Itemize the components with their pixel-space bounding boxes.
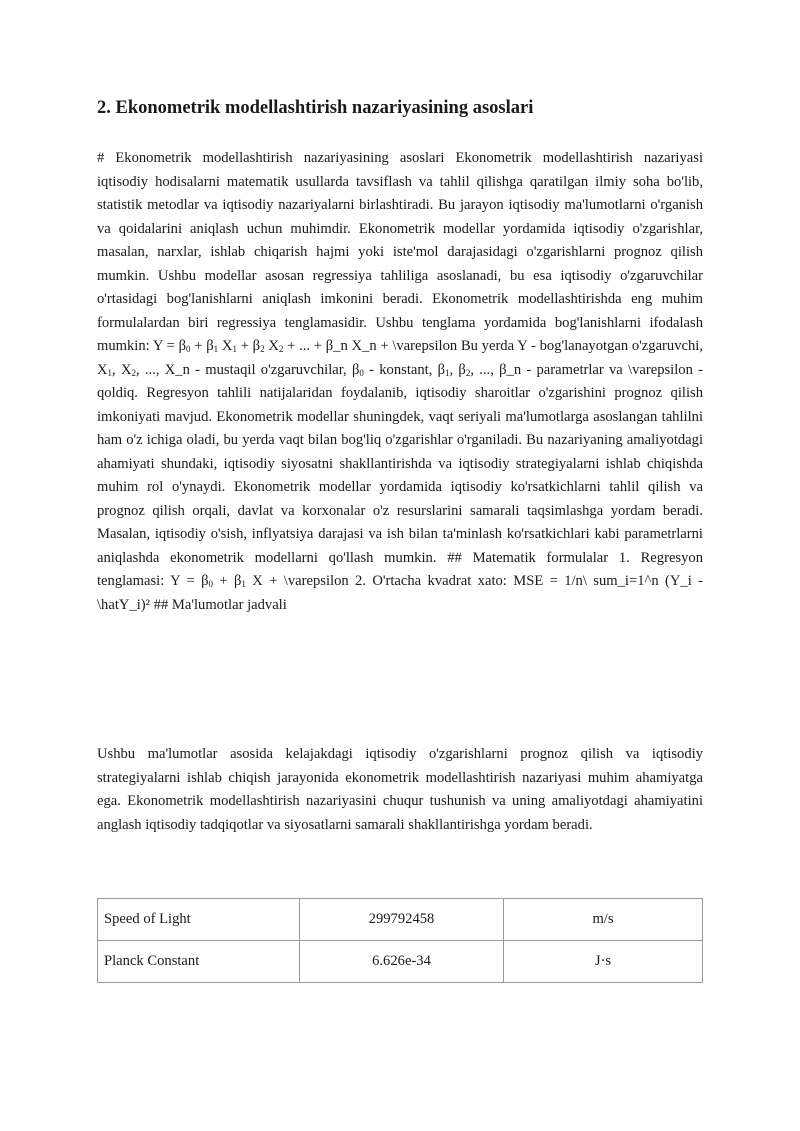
body-paragraph-conclusion: Ushbu ma'lumotlar asosida kelajakdagi iqtisodiy o'zgarishlarni prognoz qilish va iqtisodiy strategiyalarni ishlab chiqish jarayonida ekonometrik modellashtirish nazariyasi muhim ahamiyatga ega. Ekonometrik modellashtirish nazariyasini chuqur tushunish va uning amaliyotdagi ahamiyatini anglash iqtisodiy tadqiqotlar va siyosatlarni samarali shakllantirishga yordam beradi.: [97, 746, 703, 833]
body-paragraph-main: # Ekonometrik modellashtirish nazariyasining asoslari Ekonometrik modellashtirish nazariyasi iqtisodiy hodisalarni matematik usullarda tavsiflash va tahlil qilishga qaratilgan ilmiy soha bo'lib, statistik metodlar va iqtisodiy nazariyalarni birlashtiradi. Bu jarayon iqtisodiy ma'lumotlarni o'rganish va qoidalarini aniqlash uchun muhimdir. Ekonometrik modellar yordamida iqtisodiy o'zgarishlar, masalan, narxlar, ishlab chiqarish hajmi yoki iste'mol darajasidagi o'zgarishlarni prognoz qilish mumkin. Ushbu modellar asosan regressiya tahliliga asoslanadi, bu esa iqtisodiy o'zgaruvchilar o'rtasidagi bog'lanishlarni aniqlash imkonini beradi. Ekonometrik modellashtirishda eng muhim formulalardan biri regressiya tenglamasidir. Ushbu tenglama yordamida bog'lanishlarni ifodalash mumkin: $Y = \beta_0 + \beta_1$ $X_1 + \beta_2$ $X_2$ + ... + β_n X_n + \varepsilon Bu yerda Y - bog'lanayotgan o'zgaruvchi, $X_1$, $X_2$, ..., X_n - mustaqil o'zgaruvchilar, $\beta_0$ - konstant, $\beta_1$, $\beta_2$, ..., β_n - parametrlar va \varepsilon - qoldiq. Regresyon tahlili natijalaridan foydalanib, iqtisodiy sharoitlar o'zgarishini prognoz qilish imkoniyati mavjud. Ekonometrik modellar shuningdek, vaqt seriyali ma'lumotlarga asoslangan tahlilni ham o'z ichiga oladi, bu yerda vaqt bilan bog'liq o'zgarishlar o'rganiladi. Bu nazariyaning amaliyotdagi ahamiyati shundaki, iqtisodiy siyosatni shakllantirishda va iqtisodiy strategiyalarni ishlab chiqishda muhim rol o'ynaydi. Ekonometrik modellar yordamida iqtisodiy ko'rsatkichlarni tahlil qilish va prognoz qilish orqali, davlat va korxonalar o'z resurslarini samarali taqsimlashga yordam beradi. Masalan, iqtisodiy o'sish, inflyatsiya darajasi va ish bilan ta'minlash ko'rsatkichlari kabi parametrlarni aniqlashda ekonometrik modellarni qo'llash mumkin. ## Matematik formulalar 1. Regresyon tenglamasi: $Y = \beta_0 + \beta_1$ X + \varepsilon 2. O'rtacha kvadrat xato: MSE = 1/n\ sum_i=1^n (Y_i - \hatY_i)² ## Ma'lumotlar jadvali: [97, 150, 703, 613]
table-row: [98, 941, 703, 983]
section-heading: 2. Ekonometrik modellashtirish nazariyasining asoslari: [97, 98, 534, 118]
table-cell-name: Planck Constant: [98, 941, 300, 983]
table-row: [98, 899, 703, 941]
table-cell-name: Speed of Light: [98, 899, 300, 941]
table-cell-value: 6.626e-34: [300, 941, 504, 983]
table-cell-value: 299792458: [300, 899, 504, 941]
table-cell-unit: J·s: [504, 941, 703, 983]
data-table: [97, 898, 703, 983]
table-cell-unit: m/s: [504, 899, 703, 941]
